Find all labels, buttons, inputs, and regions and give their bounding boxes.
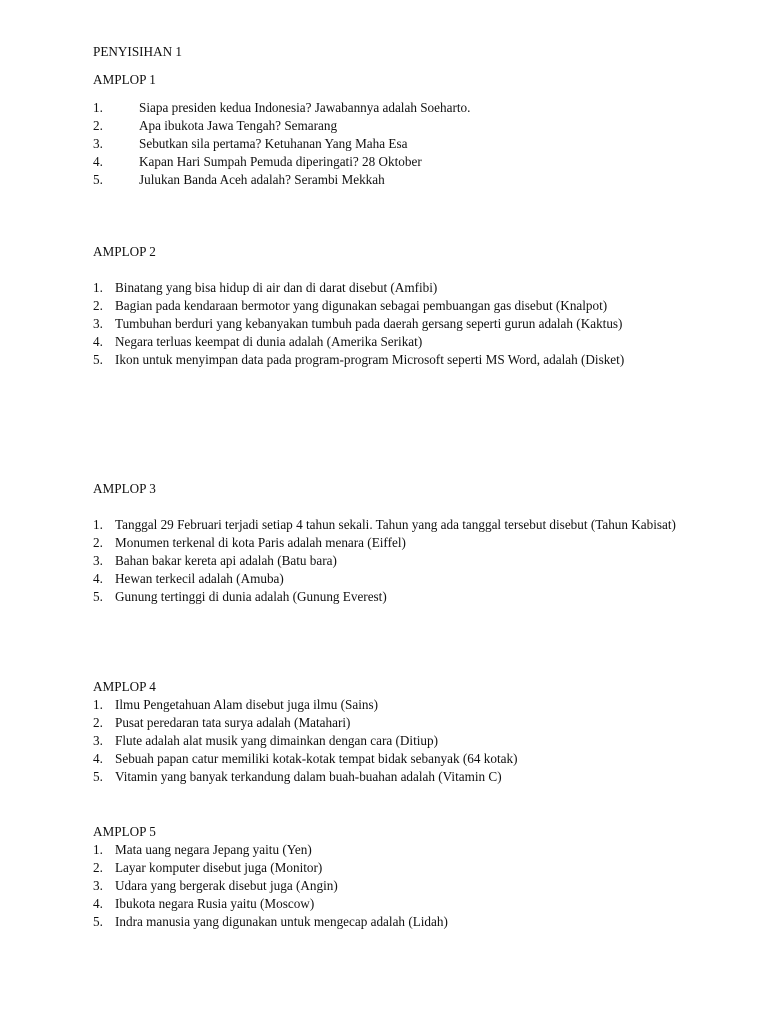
list-item: 4. Negara terluas keempat di dunia adalah (Amerika Serikat) xyxy=(93,334,423,349)
list-item: 2. Apa ibukota Jawa Tengah? Semarang xyxy=(93,118,338,133)
section-heading-amplop-2: AMPLOP 2 xyxy=(93,244,156,259)
page-title: PENYISIHAN 1 xyxy=(93,44,183,59)
list-item: 5. Ikon untuk menyimpan data pada program-program Microsoft seperti MS Word, adalah (Disket) xyxy=(93,352,625,367)
section-heading-amplop-1: AMPLOP 1 xyxy=(93,72,156,87)
list-item: 5. Vitamin yang banyak terkandung dalam buah-buahan adalah (Vitamin C) xyxy=(93,769,502,784)
list-item: 4. Sebuah papan catur memiliki kotak-kotak tempat bidak sebanyak (64 kotak) xyxy=(93,751,518,766)
list-item: 4. Ibukota negara Rusia yaitu (Moscow) xyxy=(93,896,315,911)
section-heading-amplop-5: AMPLOP 5 xyxy=(93,824,156,839)
question-list-amplop-4 xyxy=(93,696,683,786)
list-item: 3. Flute adalah alat musik yang dimainkan dengan cara (Ditiup) xyxy=(93,733,438,748)
section-heading-amplop-4: AMPLOP 4 xyxy=(93,679,156,694)
section-heading-amplop-3: AMPLOP 3 xyxy=(93,481,156,496)
list-item: 1. Ilmu Pengetahuan Alam disebut juga ilmu (Sains) xyxy=(93,697,378,712)
list-item: 3. Bahan bakar kereta api adalah (Batu bara) xyxy=(93,553,337,568)
list-item: 2. Monumen terkenal di kota Paris adalah menara (Eiffel) xyxy=(93,535,406,550)
list-item: 1. Binatang yang bisa hidup di air dan di darat disebut (Amfibi) xyxy=(93,280,438,295)
list-item: 1. Mata uang negara Jepang yaitu (Yen) xyxy=(93,842,312,857)
list-item: 3. Sebutkan sila pertama? Ketuhanan Yang Maha Esa xyxy=(93,136,408,151)
list-item: 5. Julukan Banda Aceh adalah? Serambi Mekkah xyxy=(93,172,385,187)
list-item: 1. Siapa presiden kedua Indonesia? Jawabannya adalah Soeharto. xyxy=(93,100,471,115)
question-list-amplop-1 xyxy=(93,99,683,189)
list-item: 2. Pusat peredaran tata surya adalah (Matahari) xyxy=(93,715,351,730)
list-item: 4. Kapan Hari Sumpah Pemuda diperingati? 28 Oktober xyxy=(93,154,422,169)
question-list-amplop-3 xyxy=(93,516,683,606)
list-item: 2. Bagian pada kendaraan bermotor yang digunakan sebagai pembuangan gas disebut (Knalpot) xyxy=(93,298,608,313)
list-item: 5. Gunung tertinggi di dunia adalah (Gunung Everest) xyxy=(93,589,387,604)
list-item: 3. Udara yang bergerak disebut juga (Angin) xyxy=(93,878,338,893)
question-list-amplop-5 xyxy=(93,841,683,931)
question-list-amplop-2 xyxy=(93,279,683,369)
list-item: 5. Indra manusia yang digunakan untuk mengecap adalah (Lidah) xyxy=(93,914,448,929)
list-item: 3. Tumbuhan berduri yang kebanyakan tumbuh pada daerah gersang seperti gurun adalah (Kaktus) xyxy=(93,316,623,331)
list-item: 4. Hewan terkecil adalah (Amuba) xyxy=(93,571,284,586)
list-item: 2. Layar komputer disebut juga (Monitor) xyxy=(93,860,323,875)
list-item: 1. Tanggal 29 Februari terjadi setiap 4 tahun sekali. Tahun yang ada tanggal tersebut disebut (Tahun Kabisat) xyxy=(93,517,676,532)
